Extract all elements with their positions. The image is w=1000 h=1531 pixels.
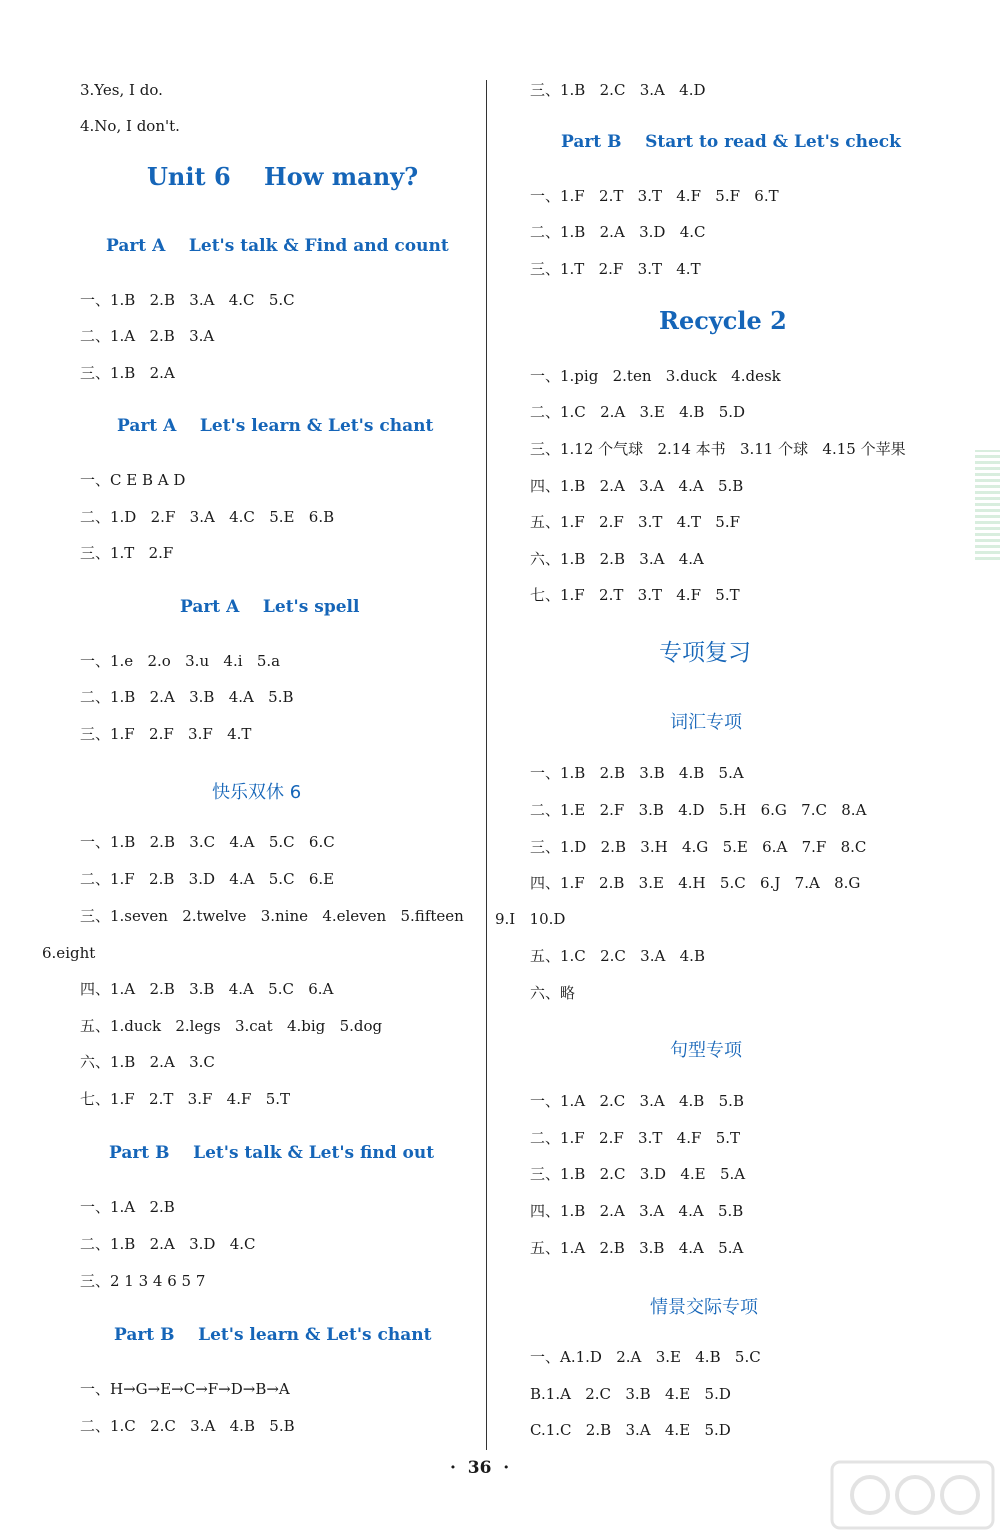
answer-line: 三、1.T 2.F 3.T 4.T xyxy=(530,260,701,278)
answer-line: 二、1.D 2.F 3.A 4.C 5.E 6.B xyxy=(80,508,335,526)
unit-heading: Unit 6 How many? xyxy=(147,162,419,191)
section-heading: Part B Let's learn & Let's chant xyxy=(114,1325,432,1345)
page-edge-decoration xyxy=(975,450,1000,560)
answer-line: 七、1.F 2.T 3.T 4.F 5.T xyxy=(530,586,740,604)
answer-line: 一、1.A 2.C 3.A 4.B 5.B xyxy=(530,1092,744,1110)
answer-line: 五、1.C 2.C 3.A 4.B xyxy=(530,947,705,965)
answer-line: 一、1.A 2.B xyxy=(80,1198,175,1216)
section-heading: Part B Let's talk & Let's find out xyxy=(109,1143,435,1163)
answer-line: 一、H→G→E→C→F→D→B→A xyxy=(80,1380,290,1398)
answer-line: 四、1.B 2.A 3.A 4.A 5.B xyxy=(530,1202,744,1220)
answer-line: 三、1.B 2.C 3.A 4.D xyxy=(530,81,706,99)
answer-line: 二、1.C 2.A 3.E 4.B 5.D xyxy=(530,403,746,421)
answer-line: 二、1.F 2.F 3.T 4.F 5.T xyxy=(530,1129,741,1147)
answer-line: 9.I 10.D xyxy=(495,910,566,928)
answer-line: 3.Yes, I do. xyxy=(80,81,163,99)
answer-line: 6.eight xyxy=(42,944,96,962)
answer-line: 四、1.F 2.B 3.E 4.H 5.C 6.J 7.A 8.G xyxy=(530,874,861,892)
answer-line: 七、1.F 2.T 3.F 4.F 5.T xyxy=(80,1090,291,1108)
section-heading: Part B Start to read & Let's check xyxy=(561,132,901,152)
answer-line: 三、1.B 2.C 3.D 4.E 5.A xyxy=(530,1165,746,1183)
review-heading: 快乐双休 6 xyxy=(212,782,302,803)
answer-line: 二、1.A 2.B 3.A xyxy=(80,327,215,345)
watermark-logo xyxy=(830,1460,995,1530)
answer-line: 六、1.B 2.B 3.A 4.A xyxy=(530,550,704,568)
answer-line: 三、1.seven 2.twelve 3.nine 4.eleven 5.fifteen xyxy=(80,907,464,925)
answer-line: 一、1.B 2.B 3.A 4.C 5.C xyxy=(80,291,295,309)
answer-line: 4.No, I don't. xyxy=(80,117,180,135)
answer-line: 三、1.B 2.A xyxy=(80,364,175,382)
page-number: · 36 · xyxy=(450,1458,510,1478)
review-heading: 情景交际专项 xyxy=(650,1297,758,1318)
answer-line: 二、1.C 2.C 3.A 4.B 5.B xyxy=(80,1417,295,1435)
column-divider xyxy=(486,80,487,1450)
review-heading: 词汇专项 xyxy=(670,712,742,733)
answer-line: 三、1.T 2.F xyxy=(80,544,174,562)
answer-line: 一、A.1.D 2.A 3.E 4.B 5.C xyxy=(530,1348,761,1366)
section-heading: Part A Let's spell xyxy=(180,597,360,617)
answer-line: 二、1.E 2.F 3.B 4.D 5.H 6.G 7.C 8.A xyxy=(530,801,867,819)
section-heading: Part A Let's learn & Let's chant xyxy=(117,416,434,436)
answer-line: 二、1.B 2.A 3.B 4.A 5.B xyxy=(80,688,294,706)
review-title: 专项复习 xyxy=(659,640,751,666)
answer-line: 五、1.A 2.B 3.B 4.A 5.A xyxy=(530,1239,744,1257)
answer-line: 一、1.e 2.o 3.u 4.i 5.a xyxy=(80,652,281,670)
answer-line: 一、1.B 2.B 3.B 4.B 5.A xyxy=(530,764,744,782)
answer-line: 二、1.B 2.A 3.D 4.C xyxy=(80,1235,256,1253)
answer-line: 五、1.duck 2.legs 3.cat 4.big 5.dog xyxy=(80,1017,383,1035)
answer-line: 四、1.B 2.A 3.A 4.A 5.B xyxy=(530,477,744,495)
answer-line: 三、1.12 个气球 2.14 本书 3.11 个球 4.15 个苹果 xyxy=(530,440,906,458)
answer-line: 一、1.F 2.T 3.T 4.F 5.F 6.T xyxy=(530,187,779,205)
answer-line: 一、C E B A D xyxy=(80,471,186,489)
section-heading: Part A Let's talk & Find and count xyxy=(106,236,449,256)
answer-line: 一、1.pig 2.ten 3.duck 4.desk xyxy=(530,367,781,385)
answer-line: 三、1.D 2.B 3.H 4.G 5.E 6.A 7.F 8.C xyxy=(530,838,867,856)
answer-line: 三、2 1 3 4 6 5 7 xyxy=(80,1272,206,1290)
answer-line: 二、1.B 2.A 3.D 4.C xyxy=(530,223,706,241)
answer-line: 六、1.B 2.A 3.C xyxy=(80,1053,215,1071)
answer-line: 四、1.A 2.B 3.B 4.A 5.C 6.A xyxy=(80,980,334,998)
answer-line: 五、1.F 2.F 3.T 4.T 5.F xyxy=(530,513,741,531)
answer-line: 六、略 xyxy=(530,984,576,1002)
unit-heading: Recycle 2 xyxy=(659,306,787,335)
answer-line: C.1.C 2.B 3.A 4.E 5.D xyxy=(530,1421,731,1439)
answer-line: 三、1.F 2.F 3.F 4.T xyxy=(80,725,252,743)
answer-line: B.1.A 2.C 3.B 4.E 5.D xyxy=(530,1385,731,1403)
answer-line: 二、1.F 2.B 3.D 4.A 5.C 6.E xyxy=(80,870,335,888)
answer-line: 一、1.B 2.B 3.C 4.A 5.C 6.C xyxy=(80,833,335,851)
review-heading: 句型专项 xyxy=(670,1040,742,1061)
